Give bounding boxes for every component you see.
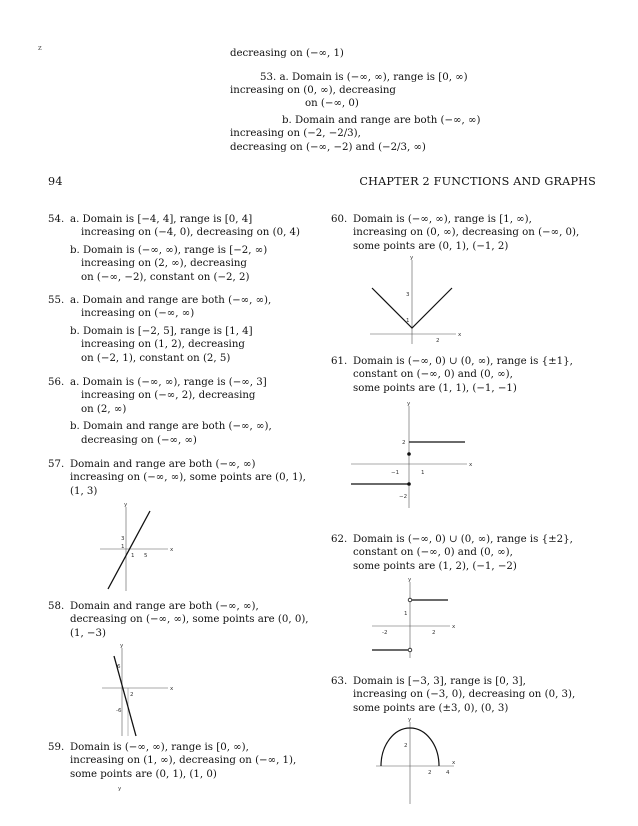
problem-text: some points are (1, 2), (−1, −2) (353, 560, 517, 572)
x-axis-label: x (452, 760, 456, 766)
open-point-marker (408, 648, 412, 652)
top-line-5: b. Domain and range are both (−∞, ∞) (282, 115, 481, 126)
tick-label: 3 (406, 292, 410, 298)
problem-54 (48, 213, 300, 284)
problem-text: increasing on (−∞, ∞), some points are (0, 1), (70, 472, 306, 484)
problem-63 (331, 675, 575, 715)
tick-label: 2 (436, 338, 440, 344)
problem-text: Domain is (−∞, 0) ∪ (0, ∞), range is {±2}, (353, 534, 573, 545)
problem-61 (331, 355, 573, 395)
problem-number: 62. (331, 534, 348, 545)
tick-label: 1 (421, 470, 425, 476)
graph-57 (98, 503, 178, 595)
tick-label: 2 (432, 630, 436, 636)
tick-label: 5 (144, 553, 148, 559)
tick-label: 1 (121, 544, 125, 550)
point-marker (407, 452, 411, 456)
tick-label: −1 (391, 470, 400, 476)
graph-61 (345, 402, 475, 512)
problem-text: Domain and range are both (−∞, ∞), (70, 601, 259, 612)
tick-label: 6 (117, 664, 121, 670)
problem-text: Domain is (−∞, ∞), range is [0, ∞), (70, 742, 249, 753)
chapter-title: CHAPTER 2 FUNCTIONS AND GRAPHS (359, 175, 596, 188)
problem-text: some points are (0, 1), (1, 0) (70, 768, 217, 780)
part-a-line: increasing on (−∞, ∞) (81, 308, 195, 320)
problem-number: 56. (48, 377, 65, 388)
x-axis-label: x (170, 686, 174, 692)
tick-label: -2 (382, 630, 388, 636)
part-b-line: increasing on (2, ∞), decreasing (81, 258, 247, 270)
problem-text: (1, −3) (70, 627, 106, 639)
graph-63 (370, 718, 460, 808)
problem-text: Domain and range are both (−∞, ∞) (70, 459, 256, 470)
graph-59 (116, 784, 136, 796)
top-line-1: decreasing on (−∞, 1) (230, 48, 344, 59)
problem-number: 55. (48, 295, 65, 306)
graph-58 (100, 644, 180, 740)
part-a-line: a. Domain is (−∞, ∞), range is (−∞, 3] (70, 377, 267, 388)
problem-text: increasing on (0, ∞), decreasing on (−∞, 0), (353, 227, 580, 239)
problem-number: 58. (48, 601, 65, 612)
problem-text: constant on (−∞, 0) and (0, ∞), (353, 547, 513, 559)
tick-label: 1 (406, 318, 410, 324)
tick-label: 2 (130, 692, 134, 698)
problem-62 (331, 533, 573, 573)
problem-text: increasing on (1, ∞), decreasing on (−∞, 1), (70, 755, 297, 767)
y-axis-label: y (120, 643, 124, 649)
function-line (108, 511, 150, 589)
top-line-3: increasing on (0, ∞), decreasing (230, 85, 396, 96)
point-marker (407, 482, 411, 486)
problem-59 (48, 741, 296, 781)
corner-mark: z (38, 44, 42, 52)
y-axis-label: y (408, 577, 412, 583)
tick-label: 1 (131, 553, 135, 559)
part-b-line: b. Domain is (−∞, ∞), range is [−2, ∞) (70, 244, 268, 256)
x-axis-label: x (170, 547, 174, 553)
part-b-line: on (−2, 1), constant on (2, 5) (81, 352, 231, 364)
x-axis-label: x (458, 332, 462, 338)
part-b-line: increasing on (1, 2), decreasing (81, 339, 245, 351)
problem-text: constant on (−∞, 0) and (0, ∞), (353, 369, 513, 381)
top-line-4: on (−∞, 0) (305, 98, 359, 109)
tick-label: 1 (404, 611, 408, 617)
top-line-2: 53. a. Domain is (−∞, ∞), range is [0, ∞) (260, 72, 468, 83)
x-axis-label: x (452, 624, 456, 630)
open-point-marker (408, 598, 412, 602)
tick-label: 2 (428, 770, 432, 776)
problem-text: increasing on (−3, 0), decreasing on (0, 3), (353, 689, 576, 701)
problem-number: 61. (331, 356, 348, 367)
page-number: 94 (48, 175, 63, 188)
problem-number: 57. (48, 459, 65, 470)
part-a-line: on (2, ∞) (81, 403, 127, 415)
tick-label: 3 (121, 536, 125, 542)
part-a-line: increasing on (−∞, 2), decreasing (81, 390, 256, 402)
tick-label: −2 (399, 494, 408, 500)
problem-text: (1, 3) (70, 485, 98, 497)
y-axis-label: y (410, 255, 414, 261)
part-b-line: b. Domain and range are both (−∞, ∞), (70, 421, 272, 433)
problem-number: 63. (331, 676, 348, 687)
part-b-line: b. Domain is [−2, 5], range is [1, 4] (70, 325, 253, 337)
problem-text: some points are (±3, 0), (0, 3) (353, 702, 509, 714)
problem-text: Domain is (−∞, ∞), range is [1, ∞), (353, 214, 532, 225)
tick-label: 2 (402, 440, 406, 446)
problem-text: Domain is (−∞, 0) ∪ (0, ∞), range is {±1}, (353, 356, 573, 367)
problem-number: 59. (48, 742, 65, 753)
top-line-7: decreasing on (−∞, −2) and (−2/3, ∞) (230, 142, 426, 153)
problem-text: decreasing on (−∞, ∞), some points are (0, 0), (70, 614, 309, 626)
x-axis-label: x (469, 462, 473, 468)
problem-58 (48, 600, 309, 640)
tick-label: -6 (116, 708, 122, 714)
tick-label: 4 (446, 770, 450, 776)
y-axis-label: y (408, 717, 412, 723)
part-b-line: on (−∞, −2), constant on (−2, 2) (81, 271, 250, 283)
problem-number: 60. (331, 214, 348, 225)
part-a-line: a. Domain and range are both (−∞, ∞), (70, 295, 272, 306)
problem-55 (48, 294, 271, 365)
problem-60 (331, 213, 579, 253)
tick-label: 2 (404, 743, 408, 749)
graph-62 (368, 578, 458, 662)
part-a-line: a. Domain is [−4, 4], range is [0, 4] (70, 214, 253, 225)
part-b-line: decreasing on (−∞, ∞) (81, 434, 197, 446)
problem-number: 54. (48, 214, 65, 225)
problem-text: some points are (0, 1), (−1, 2) (353, 240, 509, 252)
graph-60 (362, 256, 462, 348)
y-axis-label: y (407, 401, 411, 407)
problem-text: some points are (1, 1), (−1, −1) (353, 382, 517, 394)
problem-57 (48, 458, 306, 498)
part-a-line: increasing on (−4, 0), decreasing on (0, 4) (81, 227, 300, 239)
problem-56 (48, 376, 272, 447)
y-axis-label: y (118, 786, 122, 792)
top-line-6: increasing on (−2, −2/3), (230, 128, 361, 139)
y-axis-label: y (124, 502, 128, 508)
problem-text: Domain is [−3, 3], range is [0, 3], (353, 676, 526, 687)
